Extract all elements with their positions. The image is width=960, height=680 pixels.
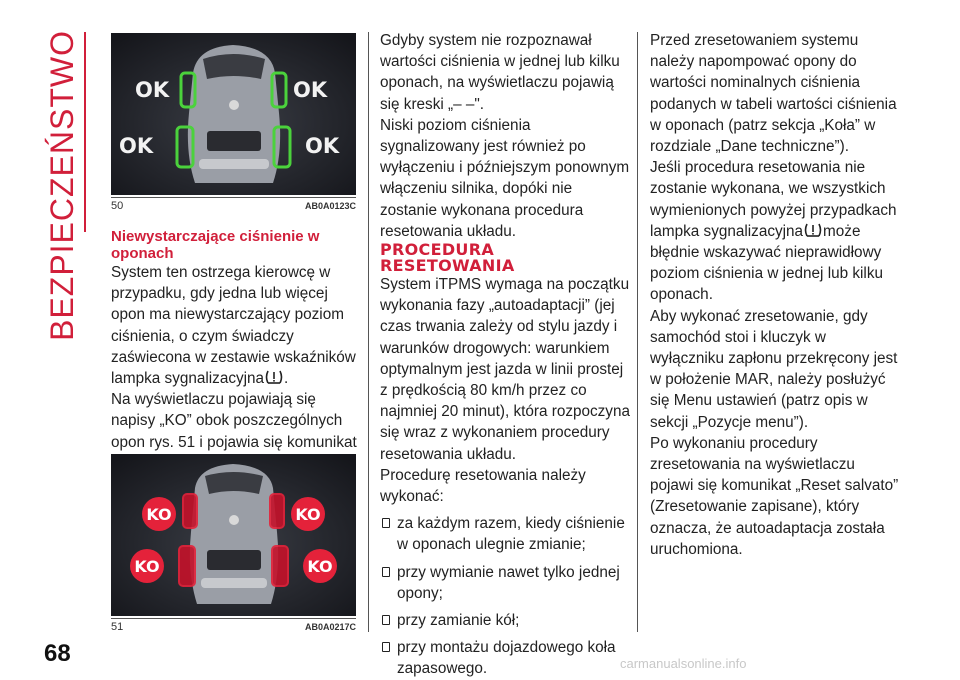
list-item: przy montażu dojazdowego koła zapasowego.: [380, 637, 632, 679]
figure-code: AB0A0123C: [304, 201, 356, 211]
figure-number: 50: [111, 200, 124, 212]
tpms-ko-display: [111, 454, 356, 616]
column-3: [650, 30, 902, 560]
tire-rear-right: [272, 546, 288, 586]
tire-status-label: KO: [295, 505, 321, 524]
list-item: za każdym razem, kiedy ciśnienie w oponach ulegnie zmianie;: [380, 513, 632, 555]
tire-front-right: [270, 494, 284, 528]
column-separator: [637, 32, 638, 632]
tire-status-label: OK: [135, 78, 170, 102]
checkbox-bullet-icon: [382, 518, 390, 528]
figure-51-image: [111, 454, 356, 616]
paragraph: System iTPMS wymaga na początku wykonania fazy „autoadaptacji” (jej czas trwania zależy od stylu jazdy i warunków drogowych: warunkiem optymalnym jest jazda w linii prostej z prędkością 80 km/h przez co najmniej 20 minut), która rozpoczyna się wraz z wykonaniem procedury resetowania układu.: [380, 276, 630, 463]
chapter-rule: [84, 32, 86, 232]
figure-51-caption: [111, 621, 356, 633]
paragraph: Jeśli procedura resetowania nie zostanie wykonana, we wszystkich wymienionych powyżej przypadkach lampka sygnalizacyjna może błędnie wskazywać nieprawidłowy poziom ciśnienia w jednej lub kilku oponach.: [650, 159, 897, 304]
page-number: 68: [44, 640, 71, 667]
list-item: przy zamianie kół;: [380, 610, 632, 631]
tire-pressure-warning-icon: [264, 369, 284, 385]
tire-status-label: KO: [134, 557, 160, 576]
figure-number: 51: [111, 621, 124, 633]
column-separator: [368, 32, 369, 632]
paragraph: Gdyby system nie rozpoznawał wartości ciśnienia w jednej lub kilku oponach, na wyświetlaczu pojawią się kreski „– –".: [380, 32, 620, 113]
figure-rule: [111, 197, 356, 198]
checkbox-bullet-icon: [382, 567, 390, 577]
column-2: [380, 30, 632, 680]
paragraph: Aby wykonać zresetowanie, gdy samochód stoi i kluczyk w wyłączniku zapłonu przekręcony jest w położenie MAR, należy posłużyć się Menu ustawień (patrz opis w sekcji „Pozycje menu”).: [650, 307, 898, 431]
figure-rule: [111, 618, 356, 619]
tire-pressure-warning-icon: [803, 222, 823, 238]
tpms-ok-display: [111, 33, 356, 195]
tire-status-label: OK: [305, 134, 340, 158]
list-item: przy wymianie nawet tylko jednej opony;: [380, 562, 632, 604]
watermark: carmanualsonline.info: [620, 656, 747, 671]
section-heading: Niewystarczające ciśnienie w oponach: [111, 228, 320, 262]
figure-50-image: [111, 33, 356, 195]
tire-status-label: KO: [307, 557, 333, 576]
chapter-title: BEZPIECZEŃSTWO: [44, 30, 80, 341]
section-heading: PROCEDURA RESETOWANIA: [380, 240, 515, 276]
figure-code: AB0A0217C: [304, 622, 356, 632]
checkbox-bullet-icon: [382, 615, 390, 625]
tire-status-label: OK: [119, 134, 154, 158]
checkbox-bullet-icon: [382, 642, 390, 652]
paragraph: System ten ostrzega kierowcę w przypadku, gdy jedna lub więcej opon ma niewystarczający poziom ciśnienia, o czym świadczy zaświecona w zestawie wskaźników lampka sygnalizacyjna .: [111, 264, 356, 388]
tire-front-left: [183, 494, 197, 528]
paragraph: Procedurę resetowania należy wykonać:: [380, 466, 586, 506]
tire-status-label: OK: [293, 78, 328, 102]
tire-rear-left: [179, 546, 195, 586]
tire-status-label: KO: [146, 505, 172, 524]
paragraph: Po wykonaniu procedury zresetowania na wyświetlaczu pojawi się komunikat „Reset salvato” (Zresetowanie zapisane), który oznacza, że autoadaptacja została uruchomiona.: [650, 434, 899, 558]
figure-50-caption: [111, 200, 356, 212]
paragraph: Na wyświetlaczu pojawiają się napisy „KO” obok poszczególnych opon rys. 51 i pojawia się komunikat: [111, 391, 357, 451]
paragraph: Przed zresetowaniem systemu należy napompować opony do wartości nominalnych ciśnienia podanych w tabeli wartości ciśnienia w oponach (patrz sekcja „Koła” w rozdziale „Dane techniczne”).: [650, 32, 897, 156]
column-1: [111, 228, 361, 474]
paragraph: Niski poziom ciśnienia sygnalizowany jest również po wyłączeniu i późniejszym ponownym włączeniu silnika, dopóki nie zostanie wykonana procedura resetowania układu.: [380, 116, 630, 240]
